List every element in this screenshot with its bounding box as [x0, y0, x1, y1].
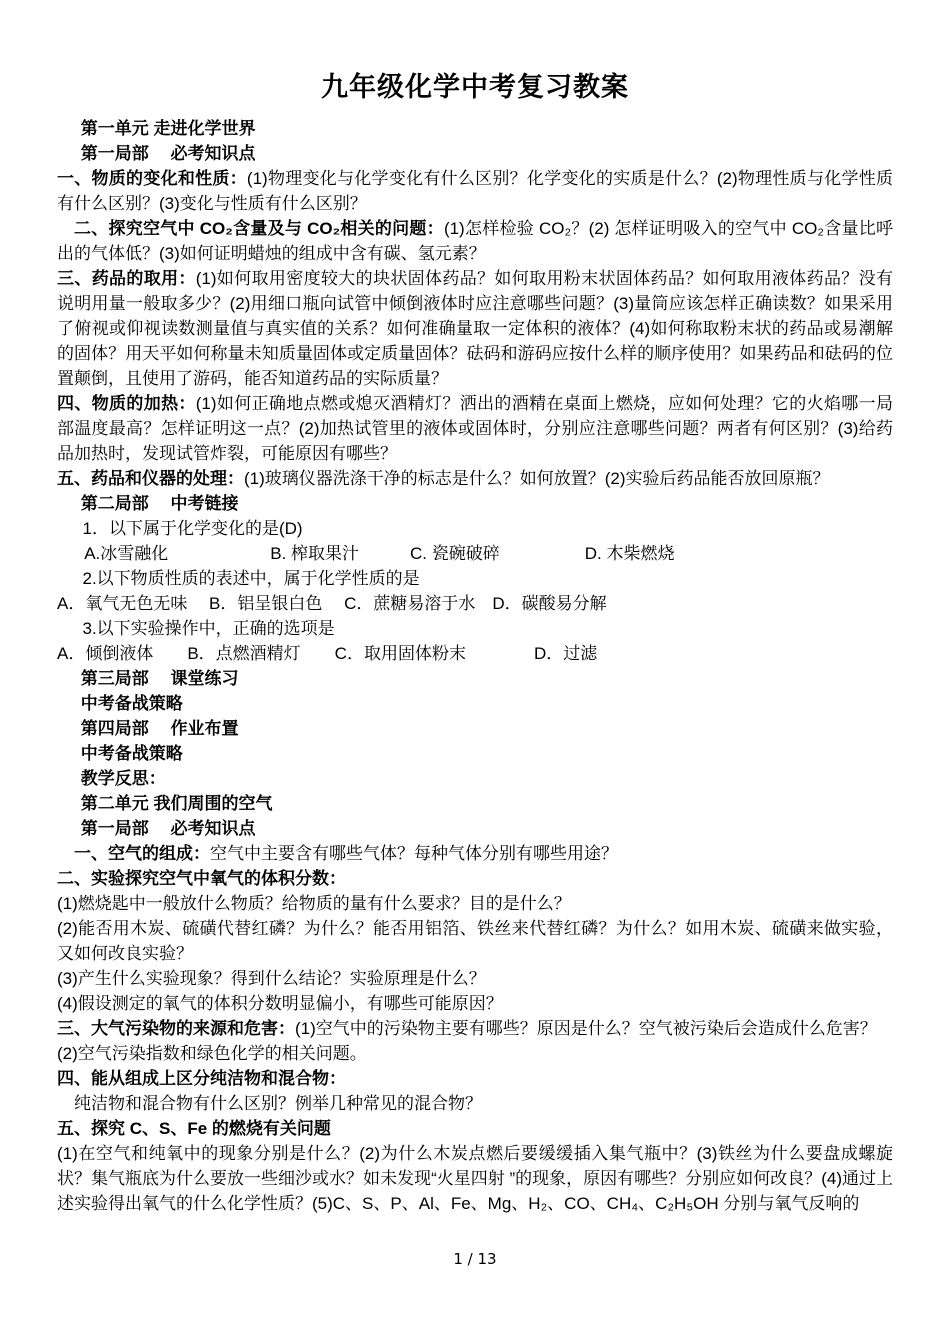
paragraph — [57, 466, 893, 491]
paragraph-text: (2)空气污染指数和绿色化学的相关问题。 — [57, 1044, 367, 1063]
page-number: 1 / 13 — [453, 1250, 497, 1268]
paragraph — [57, 491, 893, 516]
paragraph — [57, 741, 893, 766]
paragraph-heading: 第二单元 我们周围的空气 — [80, 794, 273, 813]
paragraph — [57, 991, 893, 1016]
paragraph — [57, 791, 893, 816]
paragraph — [57, 266, 893, 391]
paragraph-text: (1)玻璃仪器洗涤干净的标志是什么？如何放置？(2)实验后药品能否放回原瓶？ — [244, 469, 830, 488]
paragraph — [57, 116, 893, 141]
paragraph-heading: 第一单元 走进化学世界 — [80, 119, 256, 138]
paragraph — [57, 891, 893, 916]
paragraph — [57, 841, 893, 866]
paragraph-heading: 第三局部 课堂练习 — [80, 669, 239, 688]
paragraph-text: (1)空气中的污染物主要有哪些？原因是什么？空气被污染后会造成什么危害？ — [295, 1019, 877, 1038]
paragraph-text: 纯洁物和混合物有什么区别？例举几种常见的混合物？ — [74, 1094, 482, 1113]
paragraph-heading: 第二局部 中考链接 — [80, 494, 239, 513]
paragraph-heading: 二、探究空气中 CO₂含量及与 CO₂相关的问题： — [74, 219, 444, 238]
paragraph-heading: 一、物质的变化和性质： — [57, 169, 247, 188]
paragraph-text: (1)如何取用密度较大的块状固体药品？如何取用粉末状固体药品？如何取用液体药品？没有说明用量一般取多少？(2)用细口瓶向试管中倾倒液体时应注意哪些问题？(3)量筒应该怎样正确读数？如果采用了俯视或仰视读数测量值与真实值的关系？如何准确量取一定体积的液体？(4)如何称取粉末状的药品或易潮解的固体？用天平如何称量未知质量固体或定质量固体？砝码和游码应按什么样的顺序使用？如果药品和砝码的位置颠倒，且使用了游码，能否知道药品的实际质量？ — [57, 269, 893, 388]
paragraph — [57, 141, 893, 166]
paragraph-text: 3.以下实验操作中，正确的选项是 — [82, 619, 335, 638]
paragraph — [57, 866, 893, 891]
paragraph-heading: 第一局部 必考知识点 — [80, 144, 256, 163]
paragraph-text: 空气中主要含有哪些气体？每种气体分别有哪些用途？ — [210, 844, 618, 863]
paragraph — [57, 641, 893, 666]
document-title: 九年级化学中考复习教案 — [321, 72, 629, 102]
paragraph — [57, 616, 893, 641]
paragraph-heading: 四、物质的加热： — [57, 394, 196, 413]
paragraph — [57, 516, 893, 541]
paragraph-heading: 中考备战策略 — [80, 744, 183, 763]
paragraph-heading: 教学反思： — [80, 769, 166, 788]
document-body — [57, 116, 893, 1216]
paragraph-text: (1)怎样检验 CO₂？(2) 怎样证明吸入的空气中 CO₂含量比呼出的气体低？(3)如何证明蜡烛的组成中含有碳、氢元素？ — [57, 219, 893, 263]
paragraph — [57, 916, 893, 966]
paragraph — [57, 1141, 893, 1216]
paragraph — [57, 391, 893, 466]
paragraph-heading: 五、药品和仪器的处理： — [57, 469, 244, 488]
paragraph-text: A．倾倒液体 B．点燃酒精灯 C．取用固体粉末 D．过滤 — [57, 644, 598, 663]
paragraph-text: 1．以下属于化学变化的是(D) — [82, 519, 303, 538]
paragraph-text: A．氧气无色无味 B．铝呈银白色 C．蔗糖易溶于水 D．碳酸易分解 — [57, 594, 607, 613]
paragraph-text: 2.以下物质性质的表述中，属于化学性质的是 — [82, 569, 420, 588]
paragraph — [57, 216, 893, 266]
paragraph — [57, 816, 893, 841]
paragraph-heading: 第一局部 必考知识点 — [80, 819, 256, 838]
paragraph-text: (2)能否用木炭、硫磺代替红磷？为什么？能否用铝箔、铁丝来代替红磷？为什么？如用木炭、硫磺来做实验，又如何改良实验？ — [57, 919, 893, 963]
paragraph — [57, 591, 893, 616]
paragraph-heading: 第四局部 作业布置 — [80, 719, 239, 738]
paragraph — [57, 1116, 893, 1141]
paragraph — [57, 1041, 893, 1066]
paragraph — [57, 541, 893, 566]
paragraph-text: (4)假设测定的氧气的体积分数明显偏小，有哪些可能原因？ — [57, 994, 503, 1013]
paragraph-text: (1)在空气和纯氧中的现象分别是什么？(2)为什么木炭点燃后要缓缓插入集气瓶中？(3)铁丝为什么要盘成螺旋状？集气瓶底为什么要放一些细沙或水？如未发现“火星四射 ”的现象，原因有哪些？分别应如何改良？(4)通过上述实验得出氧气的什么化学性质？(5)C、S、P、Al、Fe、Mg、H₂、CO、CH₄、C₂H₅OH 分别与氧气反响的 — [57, 1144, 893, 1213]
paragraph-heading: 三、药品的取用： — [57, 269, 196, 288]
paragraph-heading: 一、空气的组成： — [74, 844, 210, 863]
paragraph-heading: 三、大气污染物的来源和危害： — [57, 1019, 295, 1038]
paragraph — [57, 966, 893, 991]
paragraph — [57, 691, 893, 716]
paragraph-heading: 五、探究 C、S、Fe 的燃烧有关问题 — [57, 1119, 331, 1138]
paragraph — [57, 716, 893, 741]
paragraph-text: (3)产生什么实验现象？得到什么结论？实验原理是什么？ — [57, 969, 486, 988]
paragraph-text: (1)燃烧匙中一般放什么物质？给物质的量有什么要求？目的是什么？ — [57, 894, 571, 913]
paragraph — [57, 566, 893, 591]
paragraph — [57, 1016, 893, 1041]
paragraph — [57, 666, 893, 691]
paragraph — [57, 166, 893, 216]
paragraph-heading: 中考备战策略 — [80, 694, 183, 713]
paragraph-text: (1)如何正确地点燃或熄灭酒精灯？洒出的酒精在桌面上燃烧，应如何处理？它的火焰哪一局部温度最高？怎样证明这一点？(2)加热试管里的液体或固体时，分别应注意哪些问题？两者有何区别？(3)给药品加热时，发现试管炸裂，可能原因有哪些？ — [57, 394, 893, 463]
paragraph-text: (1)物理变化与化学变化有什么区别？化学变化的实质是什么？(2)物理性质与化学性质有什么区别？(3)变化与性质有什么区别？ — [57, 169, 894, 213]
paragraph — [57, 1091, 893, 1116]
paragraph-text: A.冰雪融化 B. 榨取果汁 C. 瓷碗破碎 D. 木柴燃烧 — [84, 544, 675, 563]
paragraph-heading: 二、实验探究空气中氧气的体积分数： — [57, 869, 346, 888]
paragraph — [57, 1066, 893, 1091]
paragraph — [57, 766, 893, 791]
paragraph-heading: 四、能从组成上区分纯洁物和混合物： — [57, 1069, 346, 1088]
